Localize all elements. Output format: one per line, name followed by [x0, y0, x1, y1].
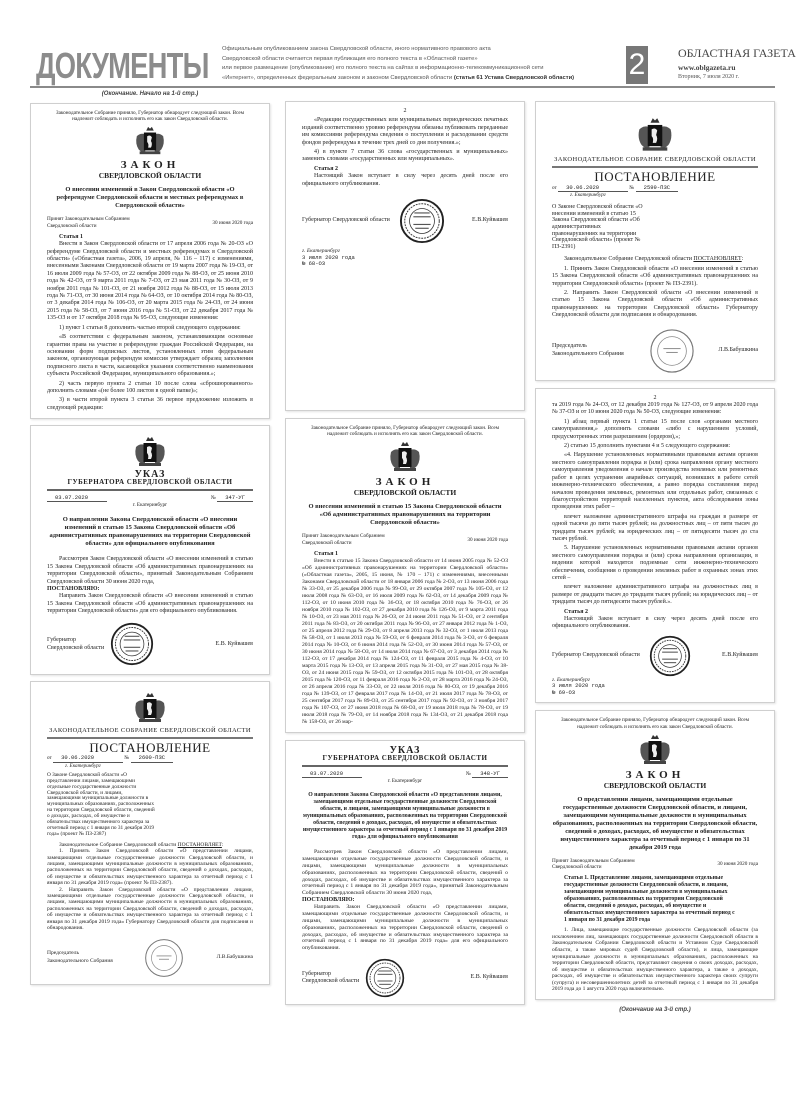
paragraph: 2) часть первую пункта 2 статьи 10 после слова «сброшюрованного» дополнить словами «(не более 100 листов в одной папке)»;	[47, 380, 253, 394]
coat-of-arms-icon	[636, 116, 674, 154]
paragraph: 1) пункт 1 статьи 8 дополнить частью второй следующего содержания:	[59, 324, 241, 331]
signer-title	[302, 971, 359, 986]
city: г. Екатеринбург	[552, 676, 590, 683]
continued-from-note: (Окончание. Начало на 1-й стр.)	[101, 91, 199, 97]
city: г. Екатеринбург	[65, 762, 101, 769]
signer-title	[47, 637, 104, 652]
signer-name: Л.В.Бабушкина	[216, 953, 253, 960]
adoption-info	[552, 858, 758, 870]
signer-title-line: Свердловской области	[47, 644, 105, 651]
signer-name: Е.В.Куйвашев	[722, 652, 758, 659]
decree-issuer: ГУБЕРНАТОРА СВЕРДЛОВСКОЙ ОБЛАСТИ	[302, 755, 508, 767]
paragraph: влечет наложение административного штрафа на должностных лиц в размере от двадцати тысяч до тридцати тысяч рублей; на юридических лиц – от тридцати тысяч до пятидесяти тысяч рублей.».	[552, 584, 758, 606]
law-region: СВЕРДЛОВСКОЙ ОБЛАСТИ	[353, 488, 457, 498]
seal-stamp-icon	[649, 635, 691, 677]
article-heading: Статья 1	[59, 233, 83, 240]
signature-block	[302, 958, 508, 998]
signature-block	[47, 938, 253, 978]
city: г. Екатеринбург	[387, 778, 423, 785]
resolution-subject: О Законе Свердловской области «О внесении изменений в статью 15 Закона Свердловской области «Об административных правонарушениях на территории Свердловской области» (проект № ПЗ-2391)	[552, 204, 643, 250]
law-68-page-2	[285, 101, 525, 411]
page-header	[30, 42, 796, 88]
paragraph: Внести в Закон Свердловской области от 17 апреля 2006 года № 20-ОЗ «О референдуме Свердловской области и местных референдумах в Свердловской области» («Областная газета», 2006, 19 апреля, № 116 – 117) с изменениями, внесенными Законами Свердловской области от 19 марта 2007 года № 19-ОЗ, от 16 июля 2009 года № 57-ОЗ, от 22 октября 2009 года № 88-ОЗ, от 25 июня 2010 года № 42-ОЗ, от 9 марта 2011 года № 7-ОЗ, от 23 мая 2011 года № 30-ОЗ, от 9 ноября 2011 года № 101-ОЗ, от 21 ноября 2012 года № 88-ОЗ, от 15 июля 2013 года № 71-ОЗ, от 30 июня 2014 года № 64-ОЗ, от 10 октября 2014 года № 80-ОЗ, от 3 декабря 2014 года № 106-ОЗ, от 20 марта 2015 года № 24-ОЗ, от 24 июня 2015 года № 58-ОЗ, от 7 июня 2016 года № 51-ОЗ, от 22 декабря 2017 года № 135-ОЗ и от 17 октября 2018 года № 95-ОЗ, следующие изменения:	[47, 241, 253, 322]
signer-title	[47, 950, 113, 965]
assembly-name: ЗАКОНОДАТЕЛЬНОЕ СОБРАНИЕ СВЕРДЛОВСКОЙ ОБЛАСТИ	[47, 727, 253, 739]
article-heading: Статья 1. Представление лицами, замещающими отдельные государственные должности Свердловской области, и лицами, замещающими муниципальные должности в муниципальных образованиях, расположенных на территории Свердловской области, сведений о доходах, расходах, об имуществе и обязательствах имущественного характера за отчетный период с 1 января по 31 декабря 2019 года	[564, 875, 735, 924]
adopted-date: 30 июня 2020 года	[717, 860, 758, 867]
paragraph: Направить Закон Свердловской области «О внесении изменений в статью 15 Закона Свердловской области «Об административных правонарушениях на территории Свердловской области» для его официального опубликования.	[47, 593, 253, 615]
law-title: О внесении изменений в статью 15 Закона Свердловской области «Об административных правонарушениях на территории Свердловской области»	[308, 503, 502, 527]
decree-resolves: ПОСТАНОВЛЯЮ:	[302, 897, 355, 904]
decree-resolves: ПОСТАНОВЛЯЮ:	[47, 586, 100, 592]
resolution-2600	[30, 681, 270, 985]
notice-line: или первое размещение (опубликование) его полного текста на сайтах в информационно-телекоммуникационной сети	[222, 65, 544, 71]
decree-title: О направлении Закона Свердловской области «О внесении изменений в статью 15 Закона Свердловской области «Об административных правонарушениях на территории Свердловской области» для официального опубликования	[49, 516, 251, 548]
resolution-number-line	[47, 755, 253, 762]
adopted-date: 30 июня 2020 года	[212, 219, 253, 226]
paragraph: Внести в статью 15 Закона Свердловской области от 14 июня 2005 года № 52-ОЗ «Об административных правонарушениях на территории Свердловской области» («Областная газета», 2005, 15 июня, № 170 – 171) с изменениями, внесенными Законами Свердловской области от 18 января 2006 года № 2-ОЗ, от 13 июня 2006 года № 33-ОЗ, от 25 декабря 2006 года № 99-ОЗ, от 29 октября 2007 года № 105-ОЗ, от 12 июля 2008 года № 63-ОЗ, от 16 июля 2009 года № 62-ОЗ, от 14 декабря 2009 года № 112-ОЗ, от 10 июня 2010 года № 36-ОЗ, от 18 октября 2010 года № 76-ОЗ, от 26 ноября 2010 года № 102-ОЗ, от 27 декабря 2010 года № 126-ОЗ, от 9 марта 2011 года № 10-ОЗ, от 23 мая 2011 года № 26-ОЗ, от 24 июня 2011 года № 51-ОЗ, от 2 сентября 2011 года № 83-ОЗ, от 20 октября 2011 года № 96-ОЗ, от 27 января 2012 года № 1-ОЗ, от 25 апреля 2012 года № 29-ОЗ, от 8 апреля 2013 года № 32-ОЗ, от 1 июля 2013 года № 58-ОЗ, от 1 июля 2013 года № 59-ОЗ, от 6 февраля 2014 года № 3-ОЗ, от 6 февраля 2014 года № 10-ОЗ, от 6 июня 2014 года № 52-ОЗ, от 30 июня 2014 года № 57-ОЗ, от 30 июня 2014 года № 58-ОЗ, от 14 июля 2014 года № 67-ОЗ, от 3 декабря 2014 года № 112-ОЗ, от 17 декабря 2014 года № 124-ОЗ, от 11 февраля 2015 года № 4-ОЗ, от 10 марта 2015 года № 13-ОЗ, от 13 апреля 2015 года № 31-ОЗ, от 27 мая 2015 года № 38-ОЗ, от 24 июня 2015 года № 59-ОЗ, от 12 октября 2015 года № 101-ОЗ, от 28 октября 2015 года № 120-ОЗ, от 11 февраля 2016 года № 2-ОЗ, от 28 марта 2016 года № 24-ОЗ, от 26 апреля 2016 года № 33-ОЗ, от 22 июля 2016 года № 80-ОЗ, от 19 декабря 2016 года № 139-ОЗ, от 17 февраля 2017 года № 14-ОЗ, от 21 июля 2017 года № 78-ОЗ, от 25 сентября 2017 года № 89-ОЗ, от 25 сентября 2017 года № 92-ОЗ, от 3 ноября 2017 года № 107-ОЗ, от 27 июня 2018 года № 68-ОЗ, от 19 июля 2018 года № 78-ОЗ, от 19 июля 2018 года № 79-ОЗ, от 14 ноября 2018 года № 134-ОЗ, от 21 декабря 2018 года № 158-ОЗ, от 26 мар-	[302, 558, 508, 726]
paragraph: Рассмотрев Закон Свердловской области «О внесении изменений в статью 15 Закона Свердловской области «Об административных правонарушениях на территории Свердловской области», принятый Законодательным Собранием Свердловской области 30 июня 2020 года,	[47, 556, 253, 585]
coat-of-arms-icon	[133, 691, 167, 725]
resolution-lead: Законодательное Собрание Свердловской области ПОСТАНОВЛЯЕТ:	[59, 841, 224, 848]
law-region: СВЕРДЛОВСКОЙ ОБЛАСТИ	[98, 171, 202, 181]
notice-line-text: «Интернет», определенных федеральным законом и законом Свердловской области	[222, 74, 453, 81]
law-title: О внесении изменений в Закон Свердловской области «О референдуме Свердловской области и местных референдумах в Свердловской области»	[56, 186, 244, 210]
adopted-by: Принят Законодательным Собранием Свердловской области	[552, 857, 635, 870]
from-label: от	[47, 755, 52, 762]
paragraph: 2. Направить Закон Свердловской области «О внесении изменений в статью 15 Закона Свердловской области «Об административных правонарушениях на территории Свердловской области» Губернатору Свердловской области для подписания и обнародования.	[552, 290, 758, 319]
article-heading: Статья 2	[564, 608, 588, 615]
issue-date: Вторник, 7 июля 2020 г.	[678, 74, 739, 80]
paragraph: «4. Нарушение установленных нормативными правовыми актами органов местного самоуправления порядка и (или) срока направления органу местного самоуправления уведомления о начале производства земляных или ремонтных работ в целях устранения аварийных ситуаций, возникших в работе сетей инженерно-технического обеспечения, а равно порядка составления перед началом проведения земляных, ремонтных или отдельных работ, связанных с благоустройством территорий населенных пунктов, акта обследования зоны проведения этих работ –	[552, 452, 758, 511]
signer-title: Губернатор Свердловской области	[552, 652, 640, 659]
signer-name: Е.В. Куйвашев	[470, 974, 508, 981]
newspaper-url[interactable]: www.oblgazeta.ru	[678, 63, 736, 72]
paragraph: 4) в пункте 7 статьи 36 слова «государственных и муниципальных» заменить словами «государственных или муниципальных».	[302, 149, 508, 163]
signer-title-line: Председатель	[47, 950, 79, 957]
paragraph: 2. Направить Закон Свердловской области «О представлении лицами, замещающими отдельные государственные должности Свердловской области, и лицами, замещающими муниципальные должности в муниципальных образованиях, расположенных на территории Свердловской области, сведений о доходах, расходах, об имуществе и обязательствах имущественного характера за отчетный период с 1 января по 31 декабря 2019 года» Губернатору Свердловской области для подписания и обнародования.	[47, 886, 253, 932]
law-69-page-1	[285, 418, 525, 733]
article-heading: Статья 2	[314, 165, 338, 172]
protocol-stamp-icon	[144, 938, 184, 978]
decree-heading: УКАЗ	[134, 469, 166, 481]
signing-date: 3 июля 2020 года	[552, 682, 605, 690]
lead-text: Законодательное Собрание Свердловской области	[59, 841, 177, 848]
decree-number: 348-УГ	[472, 771, 508, 778]
notice-line	[222, 74, 574, 84]
resolution-subject: О Законе Свердловской области «О представлении лицами, замещающими отдельные государственные должности Свердловской области, и лицами, замещающими муниципальные должности в муниципальных образованиях, расположенных на территории Свердловской области, сведений о доходах, расходах, об имуществе и обязательствах имущественного характера за отчетный период с 1 января по 31 декабря 2019 года» (проект № ПЗ-2387)	[47, 771, 155, 837]
adoption-info	[302, 533, 508, 545]
publication-notice	[222, 45, 574, 83]
paragraph: 1) абзац первый пункта 1 статьи 15 после слов «органами местного самоуправления,» дополнить словами «либо с нарушением условий, предусмотренных этим разрешением (ордером),»;	[552, 418, 758, 440]
signature-block	[552, 328, 758, 374]
signature-block	[302, 198, 508, 244]
law-declarations-page-1	[535, 710, 775, 1000]
resolution-number: 2600-ПЗС	[131, 755, 173, 762]
lead-text: Законодательное Собрание Свердловской области	[564, 256, 692, 263]
law-title: О представлении лицами, замещающими отдельные государственные должности Свердловской области, и лицами, замещающими муниципальные должности в муниципальных образованиях, расположенных на территории Свердловской области, сведений о доходах, расходах, об имуществе и обязательствах имущественного характера за отчетный период с 1 января по 31 декабря 2019 года	[552, 795, 758, 851]
article-heading: Статья 1	[314, 550, 338, 557]
signing-info	[302, 248, 508, 268]
seal-stamp-icon	[365, 958, 405, 998]
decree-heading: УКАЗ	[389, 745, 421, 757]
section-title: ДОКУМЕНТЫ	[36, 45, 209, 86]
preamble: Законодательное Собрание приняло, Губернатор обнародует следующий закон. Всем надлежит соблюдать и исполнять его как закон Свердловской области.	[55, 110, 245, 123]
paragraph: Настоящий Закон вступает в силу через десять дней после его официального опубликования.	[552, 616, 758, 630]
notice-line: Свердловской области считается первая публикация его полного текста в «Областной газете»	[222, 55, 478, 62]
adopted-date: 30 июня 2020 года	[467, 536, 508, 543]
resolution-2599	[535, 101, 775, 381]
number-label: №	[465, 771, 471, 778]
signer-name: Е.В. Куйвашев	[215, 640, 253, 647]
paragraph: Рассмотрев Закон Свердловской области «О представлении лицами, замещающими отдельные государственные должности Свердловской области, и лицами, замещающими муниципальные должности в муниципальных образованиях, расположенных на территории Свердловской области, сведений о доходах, расходах, об имуществе и обязательствах имущественного характера за отчетный период с 1 января по 31 декабря 2019 года», принятый Законодательным Собранием Свердловской области 30 июня 2020 года,	[302, 849, 508, 897]
resolution-date: 30.06.2020	[53, 755, 123, 762]
decree-number: 347-УГ	[217, 495, 253, 502]
page-number: 2	[403, 108, 407, 114]
adopted-by: Принят Законодательным Собранием Свердловской области	[47, 216, 130, 229]
number-label: №	[210, 494, 216, 501]
number-label: №	[124, 755, 130, 762]
right-column	[535, 101, 775, 1013]
city: г. Екатеринбург	[302, 248, 340, 255]
paragraph: 2) статью 15 дополнить пунктами 4 и 5 следующего содержания:	[564, 443, 731, 450]
paragraph: Направить Закон Свердловской области «О представлении лицами, замещающими отдельные государственные должности Свердловской области, и лицами, замещающими муниципальные должности в муниципальных образованиях, расположенных на территории Свердловской области, сведений о доходах, расходах, об имуществе и обязательствах имущественного характера за отчетный период с 1 января по 31 декабря 2019 года» для его официального опубликования.	[302, 904, 508, 952]
signing-date: 3 июля 2020 года	[302, 253, 355, 261]
signer-title: Губернатор Свердловской области	[302, 217, 390, 224]
continued-to-note: (Окончание на 3-й стр.)	[619, 1007, 691, 1014]
signing-info	[552, 677, 758, 697]
center-column	[285, 101, 525, 1005]
resolution-lead: Законодательное Собрание Свердловской области ПОСТАНОВЛЯЕТ:	[564, 256, 744, 263]
law-68-page-1	[30, 103, 270, 419]
signature-block	[47, 622, 253, 668]
paragraph: 1. Принять Закон Свердловской области «О представлении лицами, замещающими отдельные государственные должности Свердловской области, и лицами, замещающими муниципальные должности в муниципальных образованиях, расположенных на территории Свердловской области, сведений о доходах, расходах, об имуществе и обязательствах имущественного характера за отчетный период с 1 января по 31 декабря 2019 года» (проект № ПЗ-2387).	[47, 848, 253, 887]
signer-title-line: Губернатор	[302, 970, 332, 977]
city: г. Екатеринбург	[570, 192, 606, 199]
signer-title-line: Председатель	[552, 343, 587, 350]
signer-title	[552, 343, 624, 358]
paragraph: 1. Лица, замещающие государственные должности Свердловской области (за исключением лиц, замещающих государственные должности Свердловской области в Законодательном Собрании Свердловской области и Уставном Суде Свердловской области, а также мировых судей Свердловской области), и лица, замещающие муниципальные должности в муниципальных образованиях, расположенных на территории Свердловской области, представляют сведения о своих доходах, расходах, об имуществе и обязательствах имущественного характера, а также о доходах, расходах, об имуществе и обязательствах имущественного характера своих супруги (супруга) и несовершеннолетних детей за отчетный период с 1 января по 31 декабря 2019 года до 1 августа 2020 года включительно.	[552, 927, 758, 993]
coat-of-arms-icon	[134, 125, 166, 157]
law-number: № 69-ОЗ	[552, 688, 576, 696]
law-region: СВЕРДЛОВСКОЙ ОБЛАСТИ	[603, 780, 707, 790]
city: г. Екатеринбург	[132, 502, 168, 509]
resolution-heading: ПОСТАНОВЛЕНИЕ	[594, 169, 716, 185]
page-number: 2	[653, 394, 657, 401]
law-heading: ЗАКОН	[375, 476, 435, 489]
from-label: от	[552, 184, 557, 191]
coat-of-arms-icon	[388, 440, 422, 474]
paragraph: 5. Нарушение установленных нормативными правовыми актами органов местного самоуправления порядка и (или) срока направления организации, в ведении которой находятся подземные сети инженерно-технического обеспечения, сообщения о проведении земляных работ в охранных зонах этих сетей –	[552, 545, 758, 581]
paragraph: «В соответствии с федеральным законом, устанавливающим основные гарантии права на участие в референдуме граждан Российской Федерации, на основании форм подписных листов, установленных этим федеральным законом, организующая референдум комиссия утверждает образец заполнения подписного листа в части, касающейся указания соответственно наименования субъекта Российской Федерации, муниципального образования.»;	[47, 334, 253, 378]
decree-date: 03.07.2020	[47, 495, 107, 502]
seal-stamp-icon	[399, 198, 445, 244]
paragraph: влечет наложение административного штрафа на граждан в размере от одной тысячи до пяти тысяч рублей; на должностных лиц – от пяти тысяч до тридцати тысяч рублей; на юридических лиц – от пятидесяти тысяч до ста тысяч рублей.	[552, 513, 758, 542]
protocol-stamp-icon	[649, 328, 695, 374]
signer-name: Е.В.Куйвашев	[472, 217, 508, 224]
coat-of-arms-icon	[133, 435, 167, 469]
signer-name: Л.В.Бабушкина	[718, 346, 758, 353]
paragraph: Настоящий Закон вступает в силу через десять дней после его официального опубликования.	[302, 173, 508, 187]
decree-348	[285, 740, 525, 1005]
signer-title-line: Законодательного Собрания	[47, 957, 113, 964]
law-69-page-2	[535, 388, 775, 704]
law-heading: ЗАКОН	[120, 159, 180, 172]
resolves-label: ПОСТАНОВЛЯЕТ	[693, 256, 742, 263]
page-number: 2	[626, 46, 648, 84]
adoption-info	[47, 216, 253, 228]
newspaper-name: ОБЛАСТНАЯ ГАЗЕТА	[678, 46, 796, 60]
resolves-label: ПОСТАНОВЛЯЕТ	[177, 841, 222, 848]
resolution-number-line	[552, 185, 758, 192]
paragraph: 1. Принять Закон Свердловской области «О внесении изменений в статью 15 Закона Свердловской области «Об административных правонарушениях на территории Свердловской области» (проект № ПЗ-2391).	[552, 265, 758, 287]
coat-of-arms-icon	[638, 733, 672, 767]
signature-block	[552, 635, 758, 677]
paragraph: 3) в части второй пункта 3 статьи 36 первое предложение изложить в следующей редакции:	[47, 397, 253, 411]
preamble: Законодательное Собрание приняло, Губернатор обнародует следующий закон. Всем надлежит соблюдать и исполнять его как закон Свердловской области.	[560, 717, 750, 730]
assembly-name: ЗАКОНОДАТЕЛЬНОЕ СОБРАНИЕ СВЕРДЛОВСКОЙ ОБЛАСТИ	[552, 156, 758, 168]
decree-issuer: ГУБЕРНАТОРА СВЕРДЛОВСКОЙ ОБЛАСТИ	[47, 479, 253, 491]
decree-title: О направлении Закона Свердловской области «О представлении лицами, замещающими отдельные государственные должности Свердловской области, и лицами, замещающими муниципальные должности в муниципальных образованиях, расположенных на территории Свердловской области, сведений о доходах, расходах, об имуществе и обязательствах имущественного характера за отчетный период с 1 января по 31 декабря 2019 года» для официального опубликования	[302, 792, 508, 841]
resolution-date: 30.06.2020	[558, 185, 628, 192]
signer-title-line: Законодательного Собрания	[552, 350, 624, 357]
paragraph: «Редакции государственных или муниципальных периодических печатных изданий соответственно уровню референдума обязаны публиковать переданные им комиссиями референдума сведения о поступлении и расходовании средств фондов референдума в течение трех дней со дня получения.»;	[302, 117, 508, 146]
signer-title-line: Губернатор	[47, 637, 77, 644]
decree-date: 03.07.2020	[302, 771, 362, 778]
law-heading: ЗАКОН	[625, 768, 685, 781]
paragraph: та 2019 года № 24-ОЗ, от 12 декабря 2019 года № 127-ОЗ, от 9 апреля 2020 года № 37-ОЗ и от 10 июня 2020 года № 50-ОЗ, следующие изменения:	[552, 402, 758, 416]
decree-347	[30, 425, 270, 674]
resolution-number: 2599-ПЗС	[636, 185, 678, 192]
seal-stamp-icon	[110, 622, 154, 666]
left-column	[30, 91, 270, 985]
resolution-heading: ПОСТАНОВЛЕНИЕ	[89, 740, 211, 756]
notice-line: Официальным опубликованием закона Свердловской области, иного нормативного правового акта	[222, 46, 491, 52]
notice-bold: (статья 61 Устава Свердловской области)	[453, 74, 575, 81]
preamble: Законодательное Собрание приняло, Губернатор обнародует следующий закон. Всем надлежит соблюдать и исполнять его как закон Свердловской области.	[310, 425, 500, 438]
law-number: № 68-ОЗ	[302, 260, 326, 268]
number-label: №	[629, 184, 635, 191]
signer-title-line: Свердловской области	[302, 978, 360, 984]
adopted-by: Принят Законодательным Собранием Свердловской области	[302, 533, 385, 546]
